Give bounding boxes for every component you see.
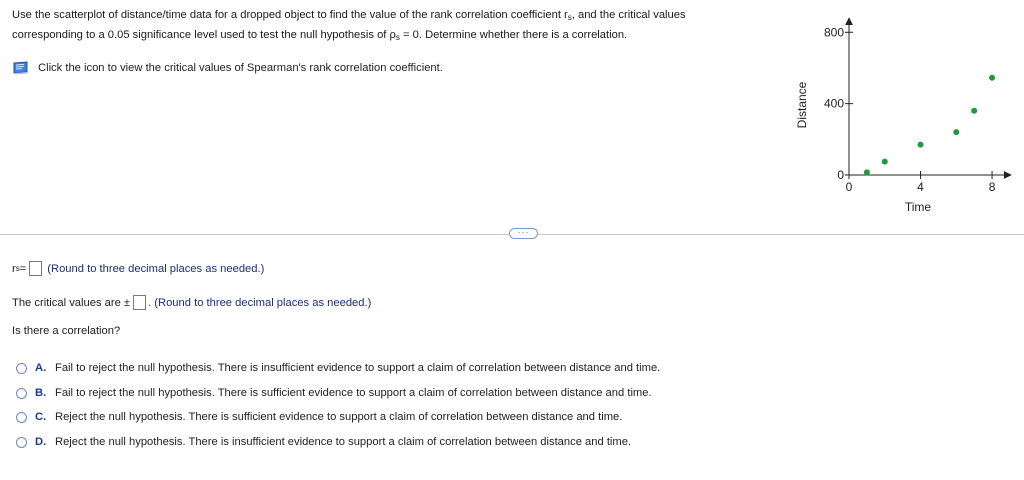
- option-c[interactable]: [16, 411, 622, 423]
- radio-button[interactable]: [16, 412, 27, 423]
- y-tick-label: 800: [823, 25, 844, 40]
- y-tick-label: 400: [823, 96, 844, 111]
- correlation-question: Is there a correlation?: [12, 325, 121, 337]
- equals-sign: =: [19, 262, 27, 275]
- help-link-text[interactable]: Click the icon to view the critical values of Spearman's rank correlation coefficient.: [38, 62, 443, 74]
- option-text: Fail to reject the null hypothesis. There is insufficient evidence to support a claim of correlation between distance and time.: [55, 362, 661, 374]
- x-tick-label: 0: [845, 180, 853, 194]
- question-text: Use the scatterplot of distance/time data for a dropped object to find the value of the rank correlation coefficient r: [12, 9, 568, 21]
- critical-values-row: [12, 295, 371, 310]
- expand-more-button[interactable]: ···: [509, 228, 538, 239]
- question-text: = 0. Determine whether there is a correlation.: [399, 29, 628, 41]
- y-axis-label: Distance: [795, 81, 809, 129]
- option-b[interactable]: [16, 387, 652, 399]
- subscript: s: [15, 264, 20, 273]
- option-letter: C.: [35, 411, 47, 423]
- data-point: [989, 75, 995, 81]
- radio-button[interactable]: [16, 363, 27, 374]
- option-text: Reject the null hypothesis. There is insufficient evidence to support a claim of correlation between distance and time.: [55, 436, 632, 448]
- option-letter: A.: [35, 362, 47, 374]
- y-tick-label: 0: [837, 168, 844, 182]
- subscript: s: [567, 13, 572, 22]
- critical-values-label: The critical values are ±: [12, 296, 131, 309]
- critical-value-input[interactable]: [133, 295, 146, 310]
- option-letter: D.: [35, 436, 47, 448]
- data-point: [882, 159, 888, 165]
- data-point: [953, 129, 959, 135]
- question-text: , and the critical values: [571, 9, 686, 21]
- scatterplot: [790, 10, 1018, 220]
- x-tick-label: 8: [988, 180, 996, 194]
- question-line-1: [12, 6, 686, 27]
- question-line-2: [12, 26, 627, 47]
- rs-input[interactable]: [29, 261, 42, 276]
- critical-values-hint: . (Round to three decimal places as needed.): [148, 296, 372, 309]
- question-text: corresponding to a 0.05 significance level used to test the null hypothesis of ρ: [12, 29, 396, 41]
- book-icon[interactable]: [12, 61, 30, 75]
- data-point: [971, 108, 977, 114]
- help-row: [12, 61, 443, 75]
- radio-button[interactable]: [16, 388, 27, 399]
- option-letter: B.: [35, 387, 47, 399]
- rs-answer-row: [12, 261, 264, 276]
- radio-button[interactable]: [16, 437, 27, 448]
- option-a[interactable]: [16, 362, 660, 374]
- subscript: s: [395, 33, 400, 42]
- rs-label: r: [12, 262, 16, 275]
- data-point: [864, 169, 870, 175]
- x-tick-label: 4: [917, 180, 924, 194]
- data-point: [918, 142, 924, 148]
- option-d[interactable]: [16, 436, 631, 448]
- rs-hint: (Round to three decimal places as needed.): [47, 262, 265, 275]
- option-text: Fail to reject the null hypothesis. There is sufficient evidence to support a claim of correlation between distance and time.: [55, 387, 652, 399]
- x-axis-label: Time: [904, 200, 932, 214]
- option-text: Reject the null hypothesis. There is sufficient evidence to support a claim of correlation between distance and time.: [55, 411, 623, 423]
